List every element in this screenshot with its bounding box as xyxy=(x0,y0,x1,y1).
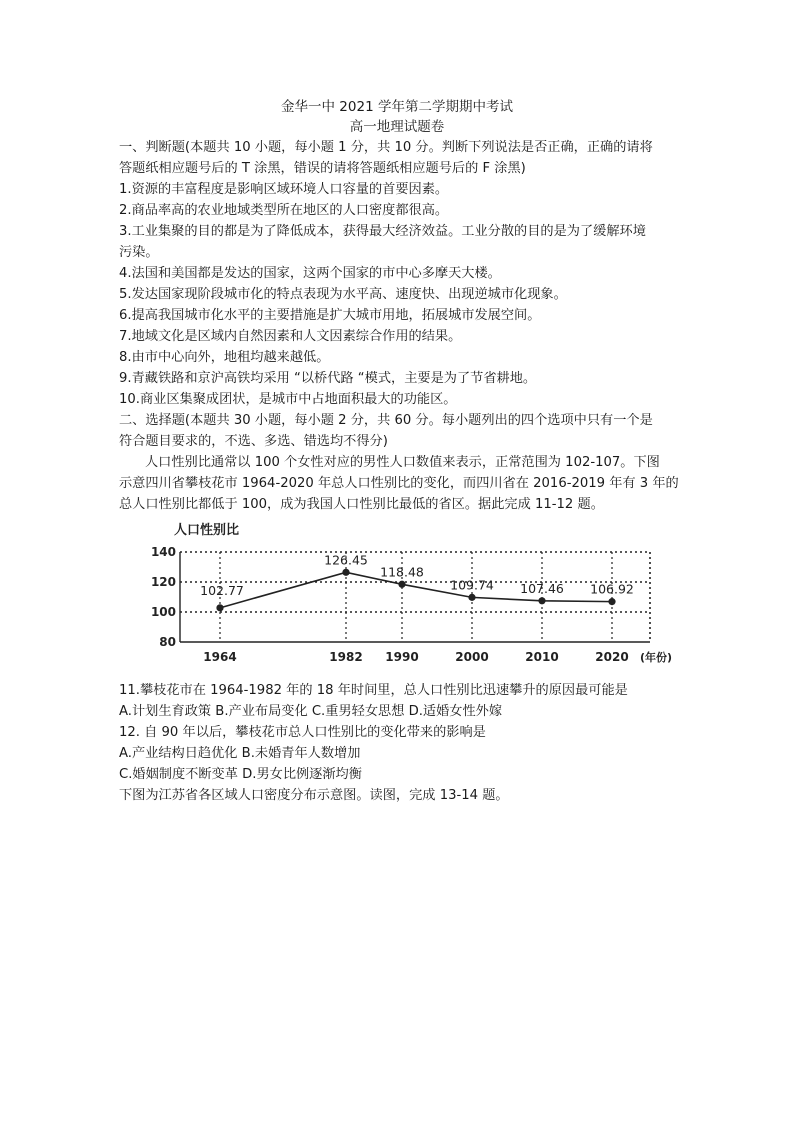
chart-data-label: 118.48 xyxy=(380,564,424,580)
passage-line-3: 总人口性别比都低于 100，成为我国人口性别比最低的省区。据此完成 11-12 题。 xyxy=(119,497,604,512)
chart-data-point xyxy=(216,604,223,611)
section2-intro: 二、选择题(本题共 30 小题，每小题 2 分，共 60 分。每小题列出的四个选项中只有一个是 xyxy=(119,413,653,428)
judge-item-10: 10.商业区集聚成团状，是城市中占地面积最大的功能区。 xyxy=(119,392,457,407)
chart-xtick-label: 1964 xyxy=(203,650,237,664)
chart-data-point xyxy=(608,598,615,605)
chart-ytick-label: 120 xyxy=(150,575,176,589)
chart-data-label: 102.77 xyxy=(200,582,244,598)
question-12-options-cd: C.婚姻制度不断变革 D.男女比例逐渐均衡 xyxy=(119,767,362,782)
chart-data-label: 126.45 xyxy=(324,552,368,568)
chart-data-label: 107.46 xyxy=(520,580,564,596)
sex-ratio-chart xyxy=(140,518,673,666)
chart-data-point xyxy=(342,569,349,576)
passage-line-1: 人口性别比通常以 100 个女性对应的男性人口数值来表示，正常范围为 102-107。下图 xyxy=(145,455,660,470)
passage-line-2: 示意四川省攀枝花市 1964-2020 年总人口性别比的变化，而四川省在 2016-2019 年有 3 年的 xyxy=(119,476,679,491)
chart-ylabel: 人口性别比 xyxy=(174,523,240,538)
sex-ratio-chart-svg xyxy=(140,518,673,666)
judge-item-2: 2.商品率高的农业地域类型所在地区的人口密度都很高。 xyxy=(119,203,449,218)
section2-intro-cont: 符合题目要求的，不选、多选、错选均不得分) xyxy=(119,434,388,449)
question-12-options-ab: A.产业结构日趋优化 B.未婚青年人数增加 xyxy=(119,746,361,761)
chart-data-point xyxy=(398,581,405,588)
judge-item-8: 8.由市中心向外，地租均越来越低。 xyxy=(119,350,330,365)
chart-xlabel: (年份) xyxy=(640,651,673,664)
chart-xtick-label: 1990 xyxy=(385,650,419,664)
question-11: 11.攀枝花市在 1964-1982 年的 18 年时间里，总人口性别比迅速攀升的原因最可能是 xyxy=(119,683,628,698)
judge-item-3-cont: 污染。 xyxy=(119,245,159,260)
judge-item-3: 3.工业集聚的目的都是为了降低成本，获得最大经济效益。工业分散的目的是为了缓解环境 xyxy=(119,224,646,239)
chart-xtick-label: 2010 xyxy=(525,650,559,664)
chart-data-label: 106.92 xyxy=(590,581,634,597)
chart-ytick-label: 140 xyxy=(150,545,176,559)
exam-title: 金华一中 2021 学年第二学期期中考试 xyxy=(281,99,513,115)
chart-data-label: 109.74 xyxy=(450,577,494,593)
chart-data-point xyxy=(538,597,545,604)
question-11-options: A.计划生育政策 B.产业布局变化 C.重男轻女思想 D.适婚女性外嫁 xyxy=(119,704,503,719)
next-figure-intro: 下图为江苏省各区域人口密度分布示意图。读图，完成 13-14 题。 xyxy=(119,788,509,803)
chart-xtick-label: 1982 xyxy=(329,650,363,664)
chart-ytick-label: 100 xyxy=(150,605,176,619)
judge-item-7: 7.地域文化是区域内自然因素和人文因素综合作用的结果。 xyxy=(119,329,462,344)
question-12: 12. 自 90 年以后，攀枝花市总人口性别比的变化带来的影响是 xyxy=(119,725,486,740)
judge-item-5: 5.发达国家现阶段城市化的特点表现为水平高、速度快、出现逆城市化现象。 xyxy=(119,287,567,302)
chart-ytick-label: 80 xyxy=(159,635,176,649)
chart-xtick-label: 2020 xyxy=(595,650,629,664)
judge-item-9: 9.青藏铁路和京沪高铁均采用 “以桥代路 “模式，主要是为了节省耕地。 xyxy=(119,371,537,386)
chart-xtick-label: 2000 xyxy=(455,650,489,664)
exam-subtitle: 高一地理试题卷 xyxy=(349,119,445,135)
judge-item-6: 6.提高我国城市化水平的主要措施是扩大城市用地，拓展城市发展空间。 xyxy=(119,308,541,323)
section1-intro: 一、判断题(本题共 10 小题，每小题 1 分，共 10 分。判断下列说法是否正确，正确的请将 xyxy=(119,140,653,155)
chart-data-point xyxy=(468,594,475,601)
judge-item-1: 1.资源的丰富程度是影响区域环境人口容量的首要因素。 xyxy=(119,182,449,197)
section1-intro-cont: 答题纸相应题号后的 T 涂黑，错误的请将答题纸相应题号后的 F 涂黑) xyxy=(119,161,526,176)
judge-item-4: 4.法国和美国都是发达的国家，这两个国家的市中心多摩天大楼。 xyxy=(119,266,501,281)
